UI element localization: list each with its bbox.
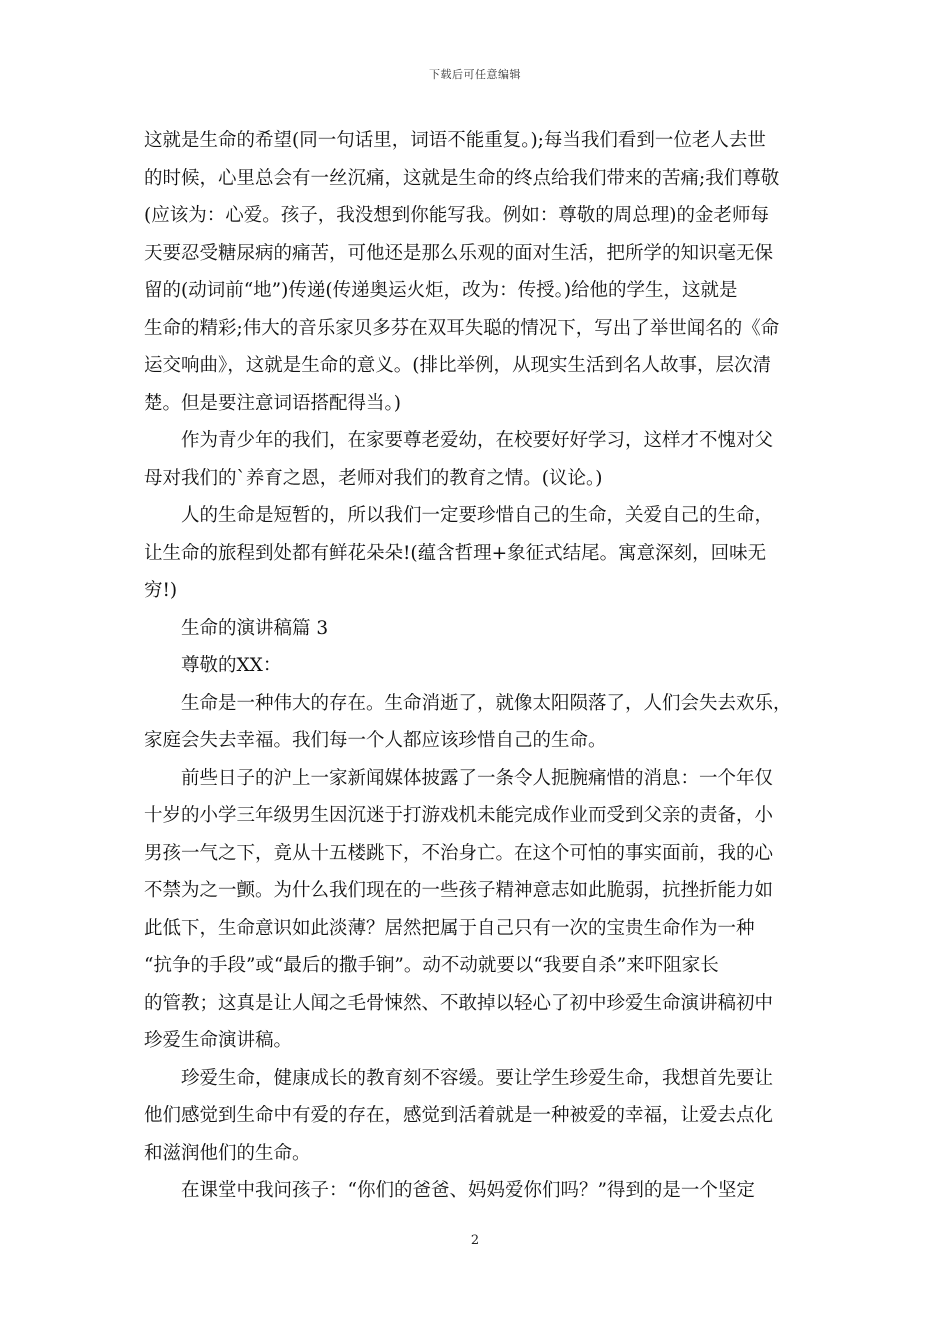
text-line: 十岁的小学三年级男生因沉迷于打游戏机未能完成作业而受到父亲的责备，小	[144, 805, 774, 826]
text-line: 和滋润他们的生命。	[144, 1142, 311, 1164]
page-header: 下载后可任意编辑	[429, 68, 521, 81]
text-line: 这就是生命的希望(同一句话里，词语不能重复。);每当我们看到一位老人去世	[144, 130, 766, 151]
text-line: 不禁为之一颤。为什么我们现在的一些孩子精神意志如此脆弱，抗挫折能力如	[144, 880, 774, 901]
text-line: 生命的精彩;伟大的音乐家贝多芬在双耳失聪的情况下，写出了举世闻名的《命	[144, 317, 780, 339]
text-line: 男孩一气之下，竟从十五楼跳下，不治身亡。在这个可怕的事实面前，我的心	[144, 842, 774, 864]
text-line: (应该为：心爱。孩子，我没想到你能写我。例如：尊敬的周总理)的金老师每	[144, 205, 769, 226]
text-line: 的管教；这真是让人闻之毛骨悚然、不敢掉以轻心了初中珍爱生命演讲稿初中	[144, 992, 774, 1014]
text-line: 母对我们的`养育之恩，老师对我们的教育之情。(议论。)	[144, 467, 603, 489]
page-number: 2	[470, 1233, 480, 1248]
document-body	[144, 122, 824, 1210]
text-line: 尊敬的XX：	[181, 655, 282, 676]
text-line: 生命是一种伟大的存在。生命消逝了，就像太阳陨落了，人们会失去欢乐，	[181, 692, 792, 714]
text-line: 楚。但是要注意词语搭配得当。)	[144, 392, 401, 414]
text-line: 天要忍受糖尿病的痛苦，可他还是那么乐观的面对生活，把所学的知识毫无保	[144, 242, 774, 264]
text-line: 生命的演讲稿篇 3	[181, 617, 329, 639]
text-line: 穷!)	[144, 580, 178, 601]
text-line: 人的生命是短暂的，所以我们一定要珍惜自己的生命，关爱自己的生命，	[181, 505, 774, 526]
text-line: 让生命的旅程到处都有鲜花朵朵!(蕴含哲理+象征式结尾。寓意深刻，回味无	[144, 542, 767, 564]
text-line: 前些日子的沪上一家新闻媒体披露了一条令人扼腕痛惜的消息：一个年仅	[181, 767, 774, 789]
text-line: “抗争的手段”或“最后的撒手锏”。动不动就要以“我要自杀”来吓阻家长	[144, 955, 719, 976]
text-line: 留的(动词前“地”)传递(传递奥运火炬，改为：传授。)给他的学生，这就是	[144, 280, 738, 301]
text-line: 作为青少年的我们，在家要尊老爱幼，在校要好好学习，这样才不愧对父	[181, 430, 774, 451]
text-line: 在课堂中我问孩子：“你们的爸爸、妈妈爱你们吗？”得到的是一个坚定	[181, 1180, 755, 1201]
text-line: 的时候，心里总会有一丝沉痛，这就是生命的终点给我们带来的苦痛;我们尊敬	[144, 167, 780, 189]
text-line: 运交响曲》，这就是生命的意义。(排比举例，从现实生活到名人故事，层次清	[144, 355, 771, 376]
text-line: 此低下，生命意识如此淡薄？居然把属于自己只有一次的宝贵生命作为一种	[144, 917, 755, 939]
text-line: 他们感觉到生命中有爱的存在，感觉到活着就是一种被爱的幸福，让爱去点化	[144, 1105, 774, 1126]
text-line: 家庭会失去幸福。我们每一个人都应该珍惜自己的生命。	[144, 730, 607, 751]
text-line: 珍爱生命演讲稿。	[144, 1030, 293, 1051]
text-line: 珍爱生命，健康成长的教育刻不容缓。要让学生珍爱生命，我想首先要让	[181, 1067, 774, 1089]
